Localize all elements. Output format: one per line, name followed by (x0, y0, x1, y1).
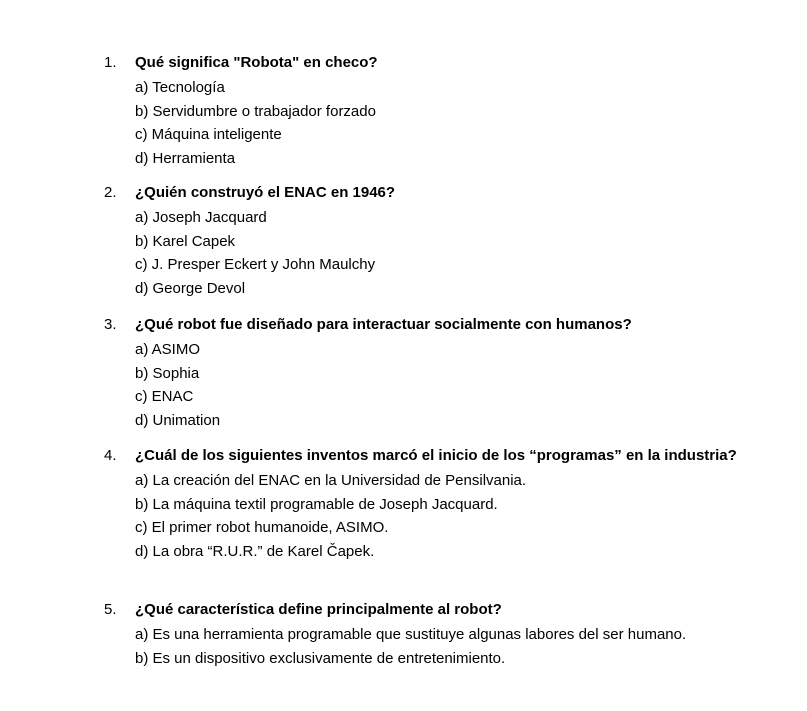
question-4-option-a: a) La creación del ENAC en la Universidad de Pensilvania. (135, 472, 527, 489)
question-4-heading (104, 445, 784, 467)
question-2-option-c: c) J. Presper Eckert y John Maulchy (135, 256, 376, 273)
question-2-option-b: b) Karel Capek (135, 232, 236, 250)
question-4-option-b: b) La máquina textil programable de Joseph Jacquard. (135, 495, 498, 513)
question-1-text: Qué significa "Robota" en checo? (135, 54, 378, 71)
question-2-text: ¿Quién construyó el ENAC en 1946? (135, 184, 396, 201)
question-3-option-d: d) Unimation (135, 411, 221, 429)
question-4-number: 4. (104, 447, 117, 464)
question-3-text: ¿Qué robot fue diseñado para interactuar socialmente con humanos? (135, 316, 632, 333)
question-5-text: ¿Qué característica define principalmente al robot? (135, 601, 502, 618)
question-5-option-b: b) Es un dispositivo exclusivamente de entretenimiento. (135, 649, 506, 667)
question-4-text: ¿Cuál de los siguientes inventos marcó el inicio de los “programas” en la industria? (135, 447, 737, 464)
question-2 (104, 182, 784, 300)
question-1-option-c: c) Máquina inteligente (135, 126, 282, 143)
question-3 (104, 314, 784, 432)
question-3-number: 3. (104, 316, 117, 333)
question-1 (104, 52, 784, 170)
question-4 (104, 445, 784, 563)
question-3-option-a: a) ASIMO (135, 341, 201, 358)
question-5-number: 5. (104, 601, 117, 618)
question-2-options (135, 206, 784, 300)
question-2-heading (104, 182, 784, 204)
question-4-option-d: d) La obra “R.U.R.” de Karel Čapek. (135, 542, 375, 560)
question-2-number: 2. (104, 184, 117, 201)
question-1-number: 1. (104, 54, 117, 71)
question-5-option-a: a) Es una herramienta programable que sustituye algunas labores del ser humano. (135, 626, 687, 643)
question-4-option-c: c) El primer robot humanoide, ASIMO. (135, 519, 389, 536)
question-3-option-b: b) Sophia (135, 364, 200, 382)
question-1-options (135, 76, 784, 170)
question-3-options (135, 338, 784, 432)
question-1-heading (104, 52, 784, 74)
question-3-heading (104, 314, 784, 336)
question-4-options (135, 469, 784, 563)
question-1-option-d: d) Herramienta (135, 149, 236, 167)
question-5-heading (104, 599, 784, 621)
question-5 (104, 599, 784, 670)
question-1-option-b: b) Servidumbre o trabajador forzado (135, 102, 376, 120)
question-3-option-c: c) ENAC (135, 388, 194, 405)
question-5-options (135, 623, 784, 670)
question-2-option-d: d) George Devol (135, 279, 246, 297)
question-2-option-a: a) Joseph Jacquard (135, 209, 267, 226)
question-1-option-a: a) Tecnología (135, 79, 225, 96)
